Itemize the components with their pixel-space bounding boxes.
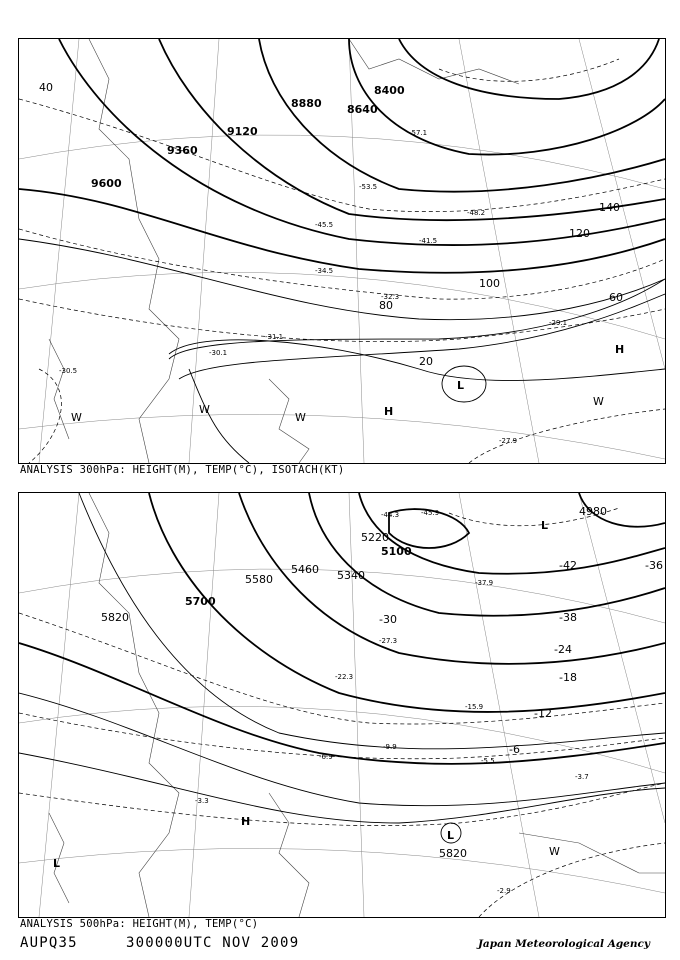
temp-contour-label: -30 [379, 613, 397, 626]
temp-label: -34.5 [315, 267, 334, 275]
temperature-contours [19, 59, 665, 463]
temp-label: -41.5 [419, 237, 438, 245]
high-pressure-marker: H [384, 405, 394, 418]
chart-500hpa [18, 492, 666, 918]
analysis-datetime: 300000UTC NOV 2009 [126, 935, 300, 951]
isotach-contours [19, 239, 665, 463]
height-label: 9600 [91, 177, 122, 190]
station-temp-label: -9.9 [383, 743, 397, 751]
low-pressure-marker: L [447, 829, 455, 842]
height-label: 5580 [245, 573, 273, 586]
high-pressure-marker: H [615, 343, 625, 356]
height-label: 5820 [101, 611, 129, 624]
station-temp-label: -22.3 [335, 673, 354, 681]
warm-marker: W [549, 845, 560, 858]
station-temp-label: -45.9 [421, 509, 440, 517]
height-label: 8640 [347, 103, 378, 116]
height-label: 5220 [361, 531, 389, 544]
temp-label: -32.3 [381, 293, 400, 301]
low-pressure-marker: L [53, 857, 61, 870]
chart-300hpa-map [19, 39, 665, 463]
temp-contour-label: -18 [559, 671, 577, 684]
temp-label: -27.9 [499, 437, 518, 445]
station-temp-label: -5.5 [481, 757, 495, 765]
height-label: 5460 [291, 563, 319, 576]
warm-marker: W [295, 411, 306, 424]
height-label: 5700 [185, 595, 216, 608]
temp-contour-label: -42 [559, 559, 577, 572]
warm-marker: W [593, 395, 604, 408]
chart-500hpa-caption: ANALYSIS 500hPa: HEIGHT(M), TEMP(°C) [20, 918, 259, 930]
chart-300hpa [18, 38, 666, 464]
isotach-label: 60 [609, 291, 623, 304]
isotach-label: 80 [379, 299, 393, 312]
temp-contour-label: -6 [509, 743, 520, 756]
station-temp-label: -2.9 [497, 887, 511, 895]
station-temp-label: -27.3 [379, 637, 398, 645]
high-pressure-marker: H [241, 815, 251, 828]
height-label: 4980 [579, 505, 607, 518]
isotach-label: 40 [39, 81, 53, 94]
bulletin-code: AUPQ35 [20, 935, 78, 951]
temp-label: -29.1 [549, 319, 568, 327]
station-temp-label: -37.9 [475, 579, 494, 587]
latlon-grid [19, 39, 665, 463]
height-label: 8880 [291, 97, 322, 110]
chart-500hpa-map [19, 493, 665, 917]
isotach-label: 100 [479, 277, 500, 290]
temp-label: -30.1 [209, 349, 228, 357]
temp-label: -31.1 [265, 333, 284, 341]
low-pressure-marker: L [541, 519, 549, 532]
station-temp-label: -6.9 [319, 753, 333, 761]
temp-label: -45.5 [315, 221, 334, 229]
station-temp-label: -15.9 [465, 703, 484, 711]
height-label: 9120 [227, 125, 258, 138]
height-label: 5820 [439, 847, 467, 860]
latlon-grid [19, 493, 665, 917]
temp-label: -48.2 [467, 209, 486, 217]
isotach-label: 20 [419, 355, 433, 368]
height-label: 5100 [381, 545, 412, 558]
coastlines [49, 493, 665, 917]
temp-contour-label: -36 [645, 559, 663, 572]
warm-marker: W [71, 411, 82, 424]
height-label: 5340 [337, 569, 365, 582]
temp-label: -30.5 [59, 367, 78, 375]
height-label: 9360 [167, 144, 198, 157]
temp-contour-label: -24 [554, 643, 572, 656]
chart-300hpa-caption: ANALYSIS 300hPa: HEIGHT(M), TEMP(°C), ISOTACH(KT) [20, 464, 345, 476]
height-contours-thin [19, 493, 665, 843]
temp-label: -57.1 [409, 129, 428, 137]
low-pressure-marker: L [457, 379, 465, 392]
temp-contour-label: -38 [559, 611, 577, 624]
height-label: 8400 [374, 84, 405, 97]
temp-contour-label: -12 [534, 707, 552, 720]
station-temp-label: -44.3 [381, 511, 400, 519]
isotach-label: 140 [599, 201, 620, 214]
isotach-label: 120 [569, 227, 590, 240]
agency-name: Japan Meteorological Agency [477, 938, 650, 950]
station-temp-label: -3.3 [195, 797, 209, 805]
station-temp-label: -3.7 [575, 773, 589, 781]
warm-marker: W [199, 403, 210, 416]
temp-label: -53.5 [359, 183, 378, 191]
